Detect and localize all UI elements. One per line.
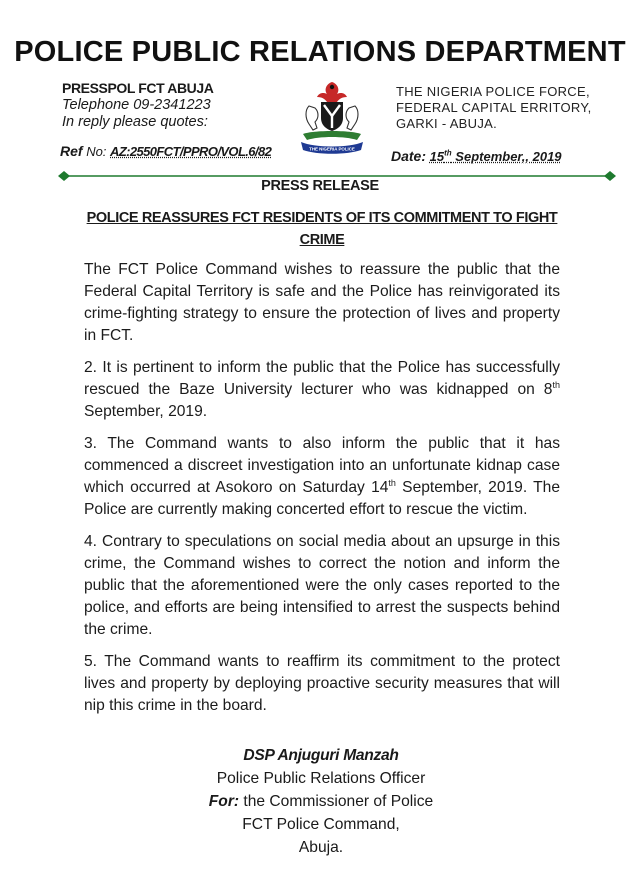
- for-text: the Commissioner of Police: [239, 793, 434, 810]
- date-day: 15: [429, 149, 445, 164]
- signatory-for-line: [186, 790, 456, 813]
- telephone-line: Telephone 09-2341223: [62, 97, 211, 113]
- release-body: [84, 259, 560, 727]
- paragraph-4: 4. Contrary to speculations on social media about an upsurge in this crime, the Command wishes to correct the notion and inform the public that the aforementioned were the only cases reported to the police, and efforts are being intensified to arrest the suspects behind the crime.: [84, 533, 560, 638]
- paragraph-3-text-a: 3. The Command wants to also inform the public that it has commenced a discreet investigation into an unfortunate kidnap case which occurred at Asokoro on Saturday 14: [84, 435, 560, 496]
- address-line-1: THE NIGERIA POLICE FORCE,: [396, 84, 590, 99]
- police-crest-icon: [293, 78, 371, 158]
- paragraph-5: 5. The Command wants to reaffirm its commitment to the protect lives and property by deploying proactive security measures that will nip this crime in the board.: [84, 653, 560, 714]
- paragraph-2: [84, 357, 560, 423]
- date-suffix: th: [444, 148, 452, 158]
- date-label: Date:: [391, 148, 427, 164]
- sender-block: [62, 80, 214, 131]
- paragraph-2-sup: th: [552, 379, 560, 390]
- press-release-label: PRESS RELEASE: [261, 178, 379, 194]
- for-label: For:: [208, 793, 240, 810]
- date-rest: September,, 2019: [455, 149, 562, 164]
- address-line-2: FEDERAL CAPITAL ERRITORY,: [396, 100, 592, 115]
- ref-value: AZ:2550FCT/PPRO/VOL.6/82: [110, 144, 272, 159]
- address-line-3: GARKI - ABUJA.: [396, 116, 498, 131]
- signature-block: [186, 744, 456, 859]
- reference-line: [60, 143, 271, 159]
- paragraph-2-text-a: 2. It is pertinent to inform the public that the Police has successfully rescued the Baze University lecturer who was kidnapped on 8: [84, 359, 560, 398]
- paragraph-3-text-b: September, 2019. The Police are currently making concerted effort to rescue the victim.: [84, 479, 561, 518]
- date-value: [430, 149, 562, 164]
- signatory-title: Police Public Relations Officer: [216, 770, 426, 787]
- department-title: POLICE PUBLIC RELATIONS DEPARTMENT: [14, 36, 626, 68]
- signatory-name: DSP Anjuguri Manzah: [243, 747, 399, 764]
- ref-no-label: No:: [86, 144, 107, 159]
- address-block: [396, 84, 592, 132]
- paragraph-2-text-b: September, 2019.: [84, 403, 208, 420]
- signatory-command: FCT Police Command,: [242, 816, 400, 833]
- paragraph-3-sup: th: [388, 477, 396, 488]
- date-line: [391, 148, 562, 164]
- reply-note: In reply please quotes:: [62, 114, 208, 130]
- signatory-city: Abuja.: [298, 839, 344, 856]
- paragraph-1: The FCT Police Command wishes to reassure the public that the Federal Capital Territory is safe and the Police has reinvigorated its crime-fighting strategy to ensure the protection of lives and property in FCT.: [84, 261, 560, 344]
- crest-motto: THE NIGERIA POLICE: [309, 146, 355, 152]
- presspol-line: PRESSPOL FCT ABUJA: [62, 80, 214, 96]
- headline: POLICE REASSURES FCT RESIDENTS OF ITS COMMITMENT TO FIGHT CRIME: [86, 210, 558, 248]
- ref-label: Ref: [60, 143, 83, 159]
- paragraph-3: [84, 433, 560, 521]
